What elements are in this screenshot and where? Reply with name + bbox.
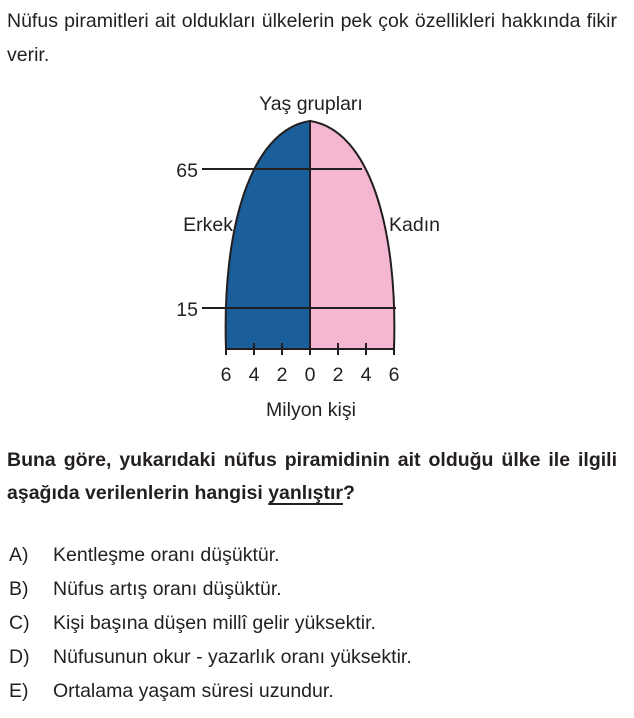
option-letter: D) xyxy=(9,646,30,668)
legend-male: Erkek xyxy=(183,214,233,236)
option-a[interactable] xyxy=(9,538,619,572)
x-tick-label: 6 xyxy=(388,364,400,386)
population-pyramid xyxy=(0,86,634,426)
answer-options xyxy=(9,538,619,708)
question-text xyxy=(7,444,617,510)
option-text: Kişi başına düşen millî gelir yüksektir. xyxy=(53,612,376,634)
x-tick-label: 6 xyxy=(220,364,232,386)
x-tick-label: 2 xyxy=(332,364,344,386)
option-text: Kentleşme oranı düşüktür. xyxy=(53,544,280,566)
legend-female: Kadın xyxy=(389,214,440,236)
x-tick-label: 4 xyxy=(360,364,372,386)
option-letter: C) xyxy=(9,612,30,634)
chart-title: Yaş grupları xyxy=(259,93,363,115)
option-b[interactable] xyxy=(9,572,619,606)
option-text: Ortalama yaşam süresi uzundur. xyxy=(53,680,334,702)
option-letter: E) xyxy=(9,680,29,702)
option-e[interactable] xyxy=(9,674,619,708)
intro-text: Nüfus piramitleri ait oldukları ülkelerin pek çok özellikleri hakkında fikir verir. xyxy=(7,10,617,66)
question-stem: Buna göre, yukarıdaki nüfus piramidinin ait olduğu ülke ile ilgili aşağıda verilenlerin hangisi xyxy=(7,449,617,504)
option-d[interactable] xyxy=(9,640,619,674)
x-tick-label: 2 xyxy=(276,364,288,386)
x-axis-label: Milyon kişi xyxy=(266,399,356,421)
female-area xyxy=(310,121,394,349)
male-area xyxy=(226,121,310,349)
option-text: Nüfusunun okur - yazarlık oranı yüksektir. xyxy=(53,646,412,668)
question-end: ? xyxy=(342,482,355,504)
option-c[interactable] xyxy=(9,606,619,640)
x-tick-label: 0 xyxy=(304,364,316,386)
option-text: Nüfus artış oranı düşüktür. xyxy=(53,578,282,600)
question-emphasis: yanlıştır xyxy=(268,482,343,504)
age-label-15: 15 xyxy=(176,299,198,321)
pyramid-svg xyxy=(0,86,634,426)
age-label-65: 65 xyxy=(176,160,198,182)
x-tick-label: 4 xyxy=(248,364,260,386)
option-letter: A) xyxy=(9,544,29,566)
option-letter: B) xyxy=(9,578,29,600)
